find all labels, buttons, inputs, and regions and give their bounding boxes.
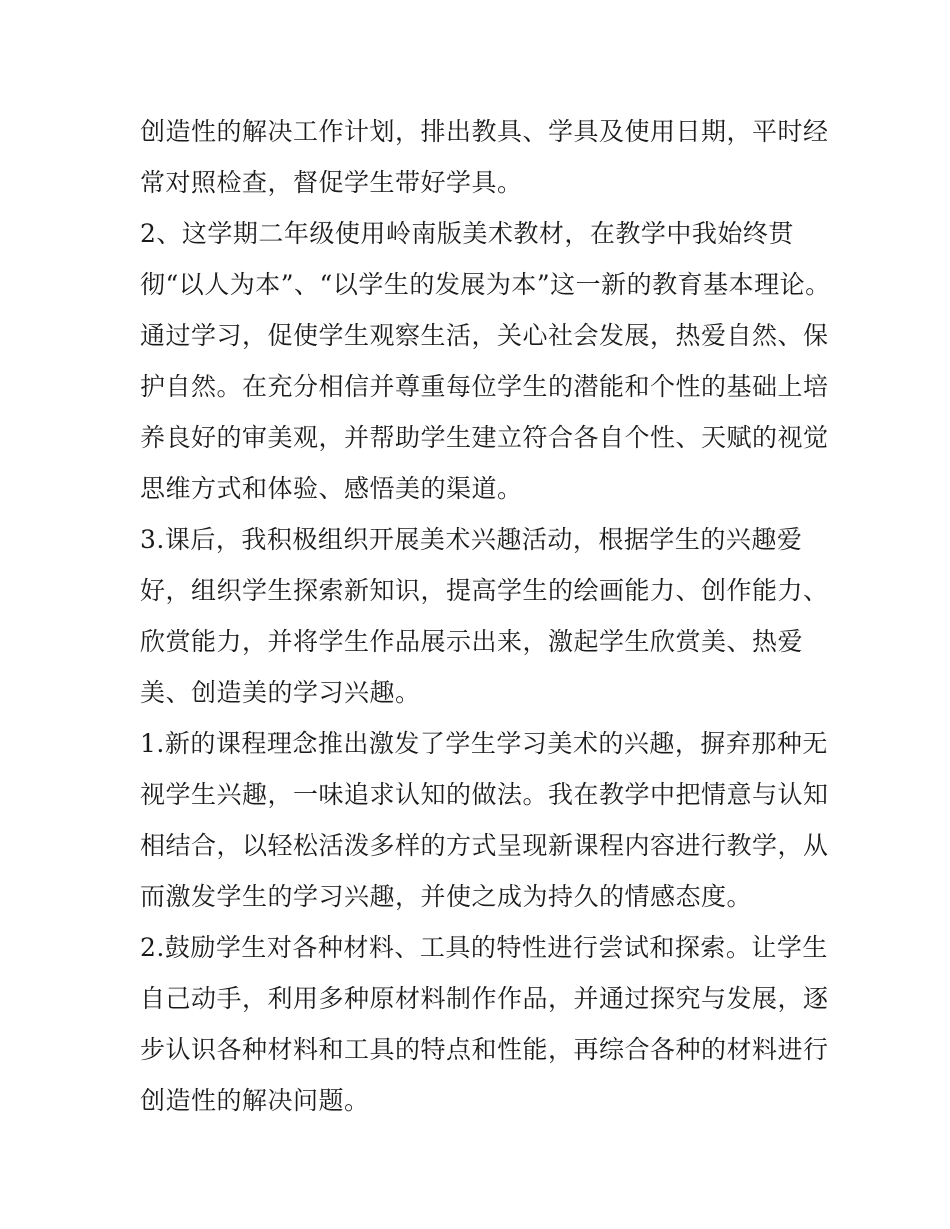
text-line: 思维方式和体验、感悟美的渠道。	[140, 474, 523, 503]
text-line: 而激发学生的学习兴趣，并使之成为持久的情感态度。	[140, 882, 753, 911]
text-line: 创造性的解决工作计划，排出教具、学具及使用日期，平时经	[140, 117, 829, 146]
text-line: 自己动手，利用多种原材料制作作品，并通过探究与发展，逐	[140, 984, 829, 1013]
text-line: 视学生兴趣，一味追求认知的做法。我在教学中把情意与认知	[140, 780, 829, 809]
text-line: 步认识各种材料和工具的特点和性能，再综合各种的材料进行	[140, 1035, 829, 1064]
text-line: 2.鼓励学生对各种材料、工具的特性进行尝试和探索。让学生	[140, 933, 828, 962]
text-line: 3.课后，我积极组织开展美术兴趣活动，根据学生的兴趣爱	[140, 525, 803, 554]
text-line: 欣赏能力，并将学生作品展示出来，激起学生欣赏美、热爱	[140, 627, 804, 656]
text-line: 美、创造美的学习兴趣。	[140, 678, 421, 707]
text-line: 好，组织学生探索新知识，提高学生的绘画能力、创作能力、	[140, 576, 829, 605]
body-text	[140, 106, 840, 1126]
text-line: 养良好的审美观，并帮助学生建立符合各自个性、天赋的视觉	[140, 423, 829, 452]
text-line: 护自然。在充分相信并尊重每位学生的潜能和个性的基础上培	[140, 372, 829, 401]
text-line: 彻“以人为本”、“以学生的发展为本”这一新的教育基本理论。	[140, 270, 831, 299]
text-line: 创造性的解决问题。	[140, 1086, 370, 1115]
text-line: 2、这学期二年级使用岭南版美术教材，在教学中我始终贯	[140, 219, 794, 248]
text-line: 通过学习，促使学生观察生活，关心社会发展，热爱自然、保	[140, 321, 829, 350]
text-line: 1.新的课程理念推出激发了学生学习美术的兴趣，摒弃那种无	[140, 729, 828, 758]
text-line: 相结合，以轻松活泼多样的方式呈现新课程内容进行教学，从	[140, 831, 829, 860]
text-line: 常对照检查，督促学生带好学具。	[140, 168, 523, 197]
